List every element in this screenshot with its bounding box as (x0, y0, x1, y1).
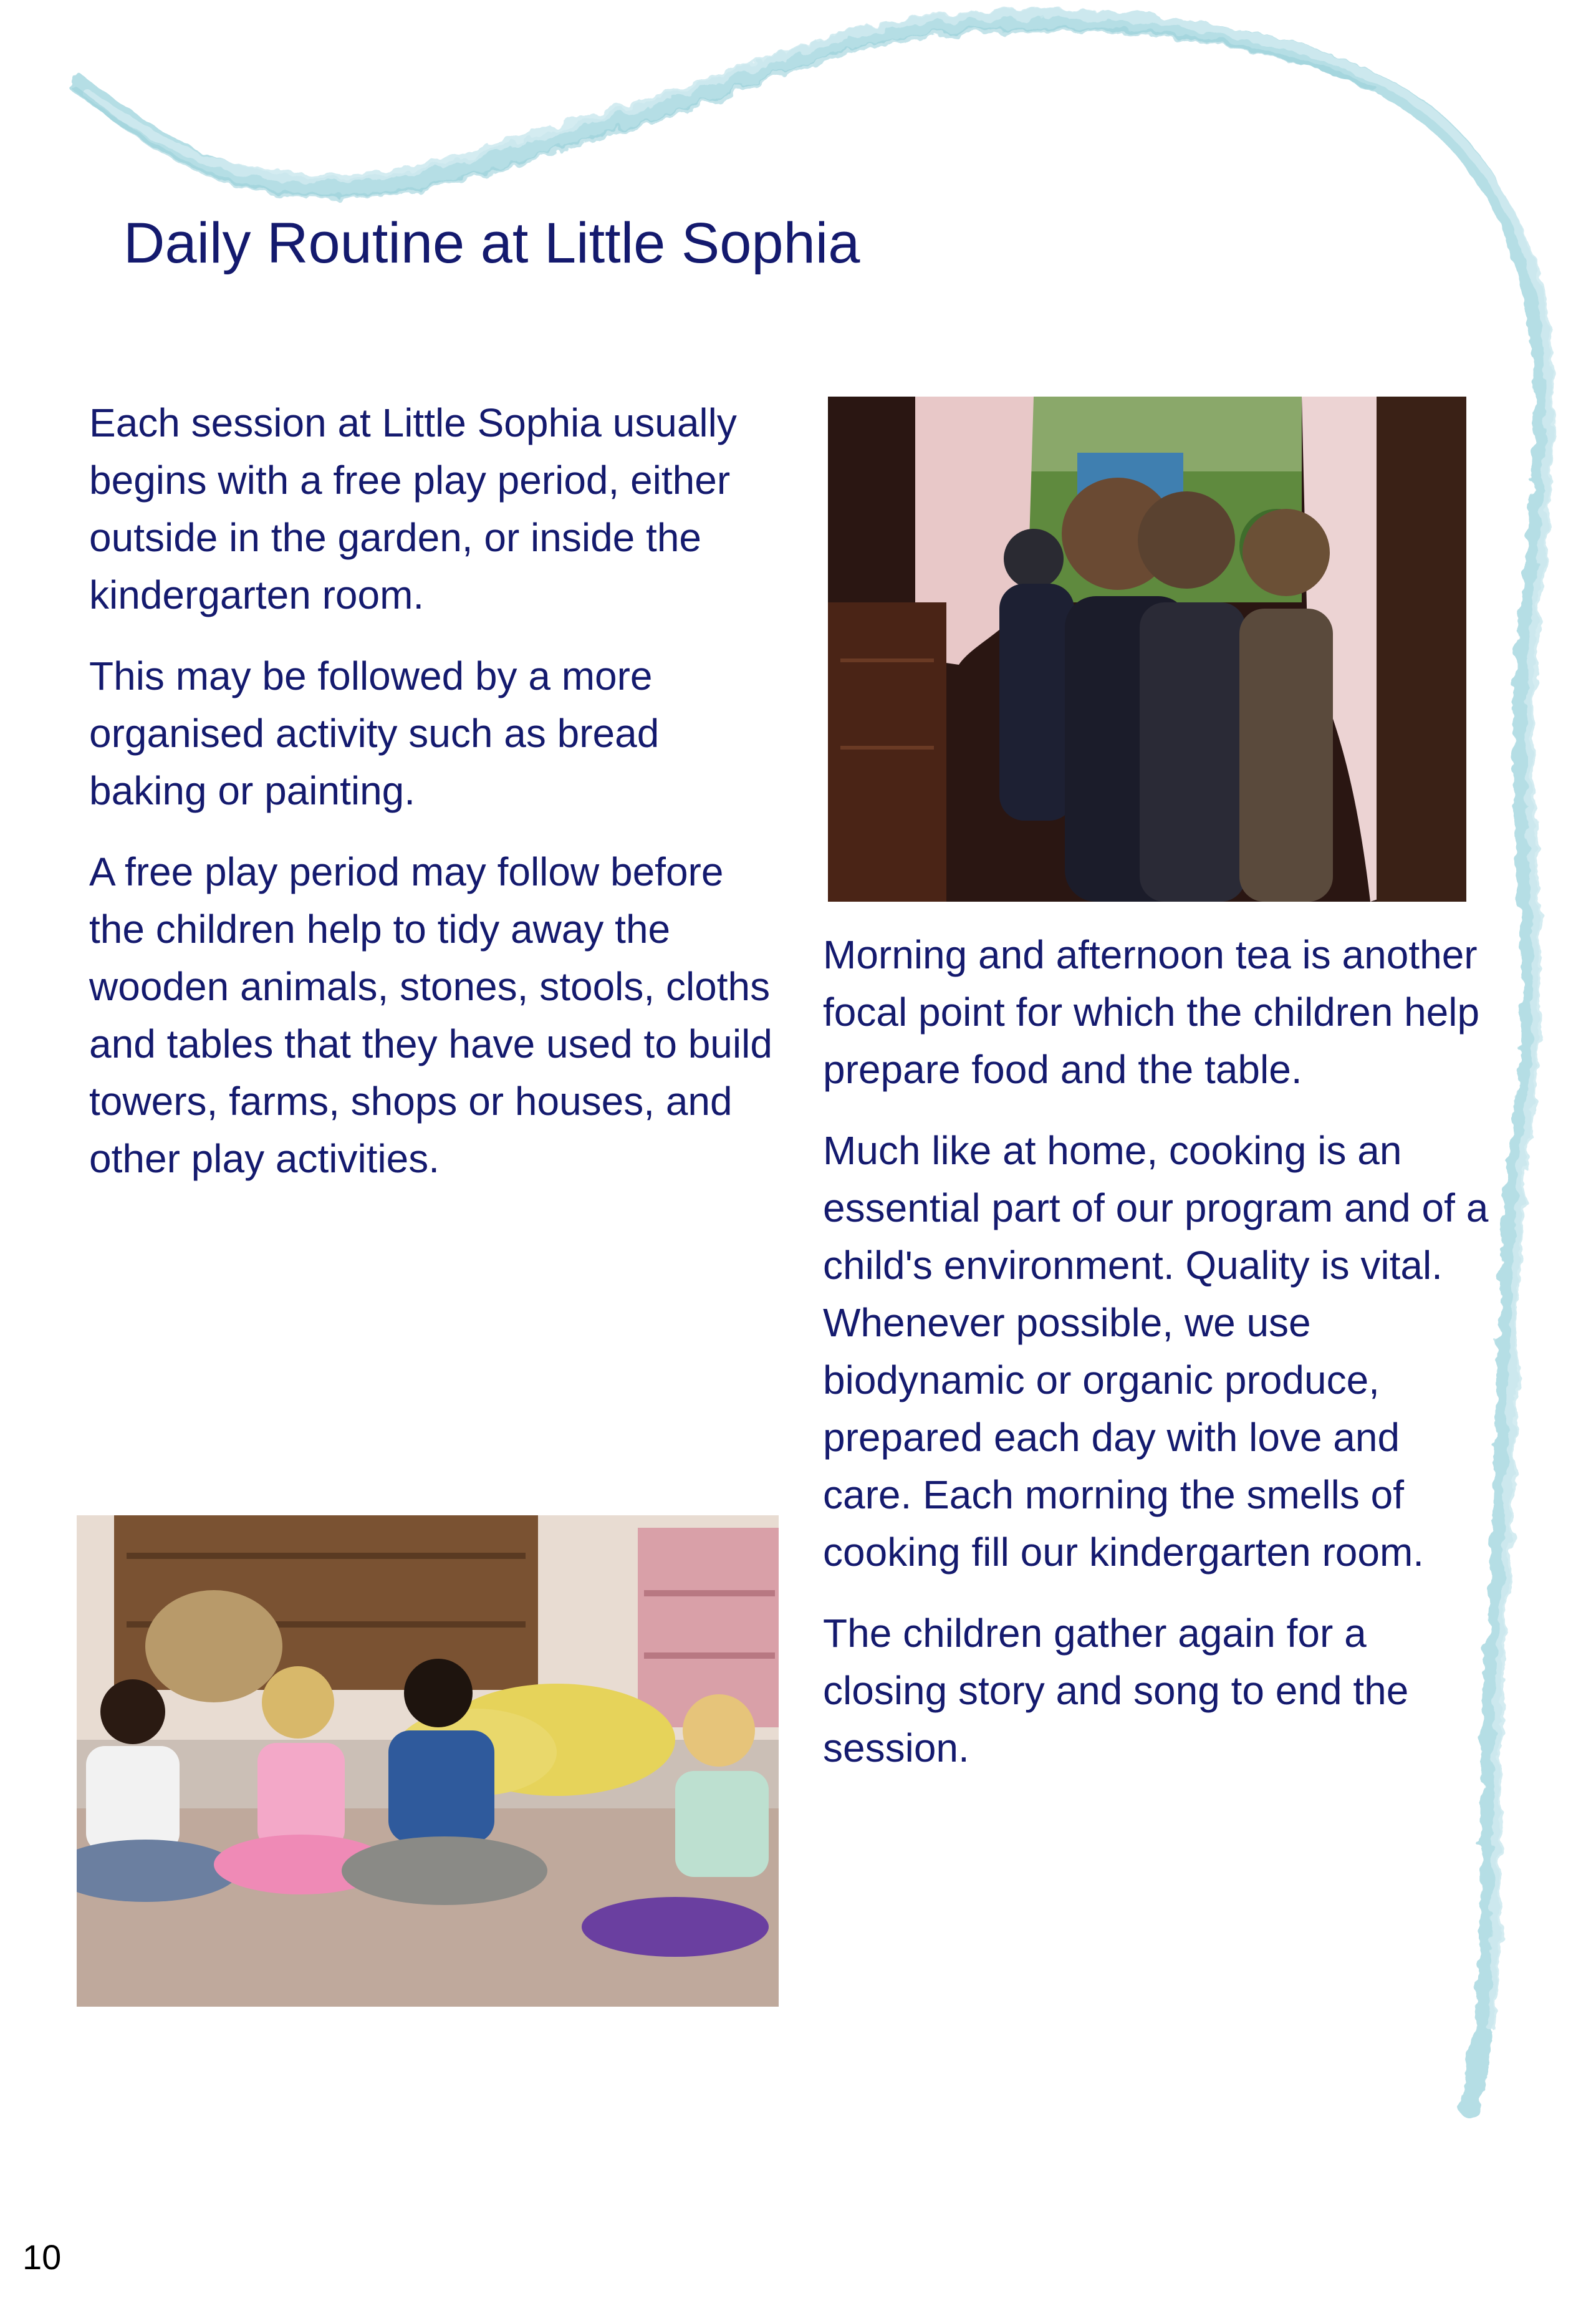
paragraph-free-play: Each session at Little Sophia usually begins with a free play period, either outside in the garden, or inside the kindergarten room. (89, 400, 737, 617)
page-title: Daily Routine at Little Sophia (123, 211, 860, 275)
left-text-column (89, 394, 778, 1211)
paragraph-closing-story: The children gather again for a closing story and song to end the session. (823, 1611, 1409, 1770)
paragraph-morning-tea: Morning and afternoon tea is another focal point for which the children help prepare food and the table. (823, 932, 1480, 1092)
photo-children-at-window (828, 397, 1466, 902)
paragraph-tidy-away: A free play period may follow before the children help to tidy away the wooden animals, stones, stools, cloths and tables that they have used to build towers, farms, shops or houses, and other play activities. (89, 849, 772, 1181)
photo-children-in-circle (77, 1515, 779, 2007)
right-text-column (823, 926, 1496, 1800)
paragraph-organised-activity: This may be followed by a more organised activity such as bread baking or painting. (89, 654, 660, 813)
page-number: 10 (22, 2237, 62, 2277)
paragraph-cooking: Much like at home, cooking is an essential part of our program and of a child's environment. Quality is vital. Whenever possible, we use biodynamic or organic produce, prepared each day with love and care. Each morning the smells of cooking fill our kindergarten room. (823, 1128, 1489, 1575)
